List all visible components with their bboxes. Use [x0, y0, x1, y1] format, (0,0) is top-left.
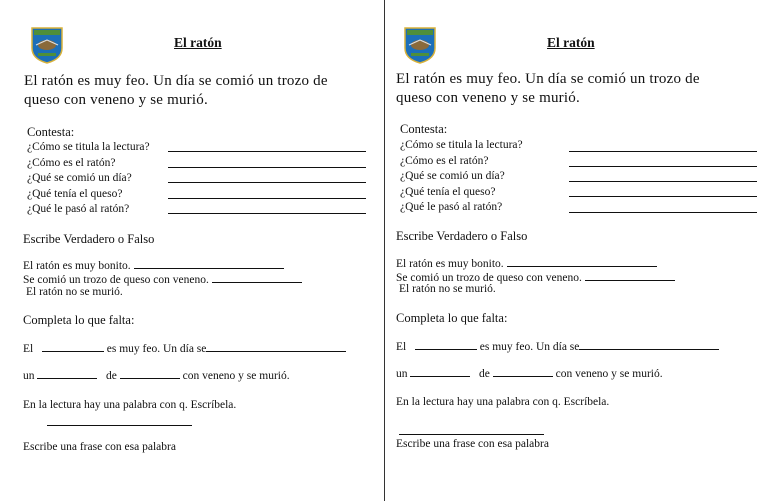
vf-heading: Escribe Verdadero o Falso [23, 232, 155, 246]
story-text: El ratón es muy feo. Un día se comió un trozo de queso con veneno y se murió. [396, 71, 700, 106]
answer-line-5 [168, 213, 366, 214]
q-word-instruction: En la lectura hay una palabra con q. Escríbela. [396, 396, 610, 408]
frase-instruction: Escribe una frase con esa palabra [396, 438, 549, 450]
contesta-heading: Contesta: [27, 125, 75, 139]
school-crest-icon [30, 26, 64, 64]
answer-line-4 [168, 198, 366, 199]
answer-line-2 [569, 166, 757, 167]
question-4: ¿Qué tenía el queso? [27, 188, 123, 200]
vf-item-3: El ratón no se murió. [26, 286, 123, 298]
vf-heading: Escribe Verdadero o Falso [396, 229, 528, 243]
page-title: El ratón [174, 35, 222, 50]
answer-line-1 [168, 151, 366, 152]
contesta-heading: Contesta: [400, 122, 448, 136]
school-crest-icon [403, 26, 437, 64]
answer-line-3 [168, 182, 366, 183]
answer-line-2 [168, 167, 366, 168]
answer-line-1 [569, 151, 757, 152]
question-5: ¿Qué le pasó al ratón? [400, 201, 503, 213]
frase-instruction: Escribe una frase con esa palabra [23, 441, 176, 453]
q-word-answer-line [399, 434, 544, 435]
question-2: ¿Cómo es el ratón? [400, 155, 489, 167]
vf-item-1: El ratón es muy bonito. [396, 256, 657, 270]
completa-line-2: un de con veneno y se murió. [396, 368, 663, 380]
question-4: ¿Qué tenía el queso? [400, 186, 496, 198]
question-5: ¿Qué le pasó al ratón? [27, 203, 130, 215]
question-1: ¿Cómo se titula la lectura? [27, 141, 150, 153]
completa-heading: Completa lo que falta: [23, 313, 135, 327]
question-1: ¿Cómo se titula la lectura? [400, 139, 523, 151]
answer-line-3 [569, 181, 757, 182]
answer-line-5 [569, 212, 757, 213]
completa-line-1: El es muy feo. Un día se [23, 341, 346, 355]
q-word-instruction: En la lectura hay una palabra con q. Escríbela. [23, 399, 237, 411]
question-3: ¿Qué se comió un día? [400, 170, 505, 182]
story-text: El ratón es muy feo. Un día se comió un trozo de queso con veneno y se murió. [24, 73, 328, 108]
q-word-answer-line [47, 425, 192, 426]
completa-heading: Completa lo que falta: [396, 311, 508, 325]
question-3: ¿Qué se comió un día? [27, 172, 132, 184]
page-title: El ratón [547, 35, 595, 50]
question-2: ¿Cómo es el ratón? [27, 157, 116, 169]
completa-line-2: un de con veneno y se murió. [23, 370, 290, 382]
answer-line-4 [569, 196, 757, 197]
completa-line-1: El es muy feo. Un día se [396, 339, 719, 353]
worksheet-right [384, 0, 768, 501]
vf-item-2: Se comió un trozo de queso con veneno. [23, 272, 302, 286]
vf-item-2: Se comió un trozo de queso con veneno. [396, 270, 675, 284]
vf-item-1: El ratón es muy bonito. [23, 258, 284, 272]
vf-item-3: El ratón no se murió. [399, 283, 496, 295]
